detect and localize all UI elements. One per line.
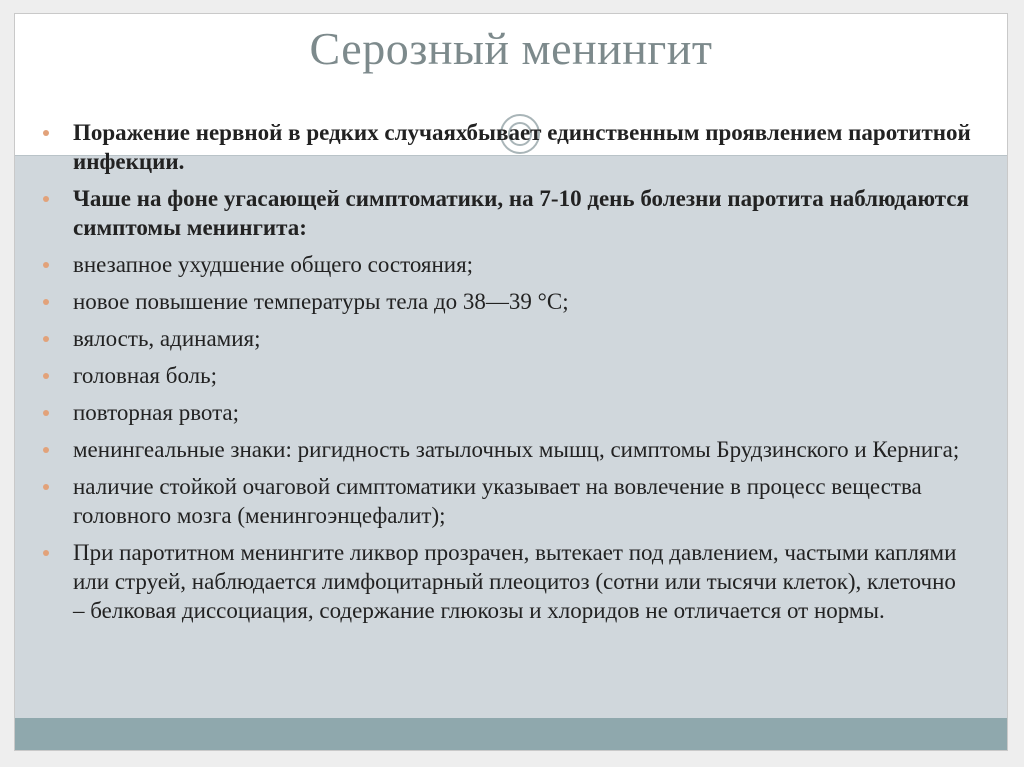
list-item-text: Поражение нервной в редких случаяхбывает единственным проявлением паротитной инфекции. — [73, 120, 971, 174]
list-item — [41, 287, 971, 316]
list-item — [41, 538, 971, 625]
bullet-icon — [43, 484, 49, 490]
bullet-icon — [43, 262, 49, 268]
slide-title: Серозный менингит — [309, 23, 713, 74]
bullet-icon — [43, 447, 49, 453]
list-item-text: внезапное ухудшение общего состояния; — [73, 252, 474, 277]
list-item-text: менингеальные знаки: ригидность затылочных мышц, симптомы Брудзинского и Кернига; — [73, 437, 960, 462]
list-item — [41, 118, 971, 176]
list-item — [41, 435, 971, 464]
slide — [14, 13, 1008, 751]
list-item-text: вялость, адинамия; — [73, 326, 261, 351]
list-item — [41, 250, 971, 279]
footer-band — [15, 718, 1007, 751]
bullet-icon — [43, 373, 49, 379]
list-item-text: новое повышение температуры тела до 38—39 °С; — [73, 289, 569, 314]
list-item — [41, 184, 971, 242]
bullet-icon — [43, 299, 49, 305]
list-item — [41, 398, 971, 427]
list-item-text: При паротитном менингите ликвор прозрачен, вытекает под давлением, частыми каплями или струей, наблюдается лимфоцитарный плеоцитоз (сотни или тысячи клеток), клеточно – белковая диссоциация, содержание глюкозы и хлоридов не отличается от нормы. — [73, 540, 957, 623]
bullet-icon — [43, 410, 49, 416]
list-item — [41, 361, 971, 390]
list-item — [41, 324, 971, 353]
bullet-icon — [43, 130, 49, 136]
list-item — [41, 472, 971, 530]
list-item-text: головная боль; — [73, 363, 217, 388]
list-item-text: наличие стойкой очаговой симптоматики указывает на вовлечение в процесс вещества головного мозга (менингоэнцефалит); — [73, 474, 922, 528]
list-item-text: повторная рвота; — [73, 400, 240, 425]
bullet-icon — [43, 336, 49, 342]
bullet-icon — [43, 550, 49, 556]
bullet-icon — [43, 196, 49, 202]
bullet-list — [41, 118, 971, 633]
list-item-text: Чаше на фоне угасающей симптоматики, на 7-10 день болезни паротита наблюдаются симптомы менингита: — [73, 186, 969, 240]
